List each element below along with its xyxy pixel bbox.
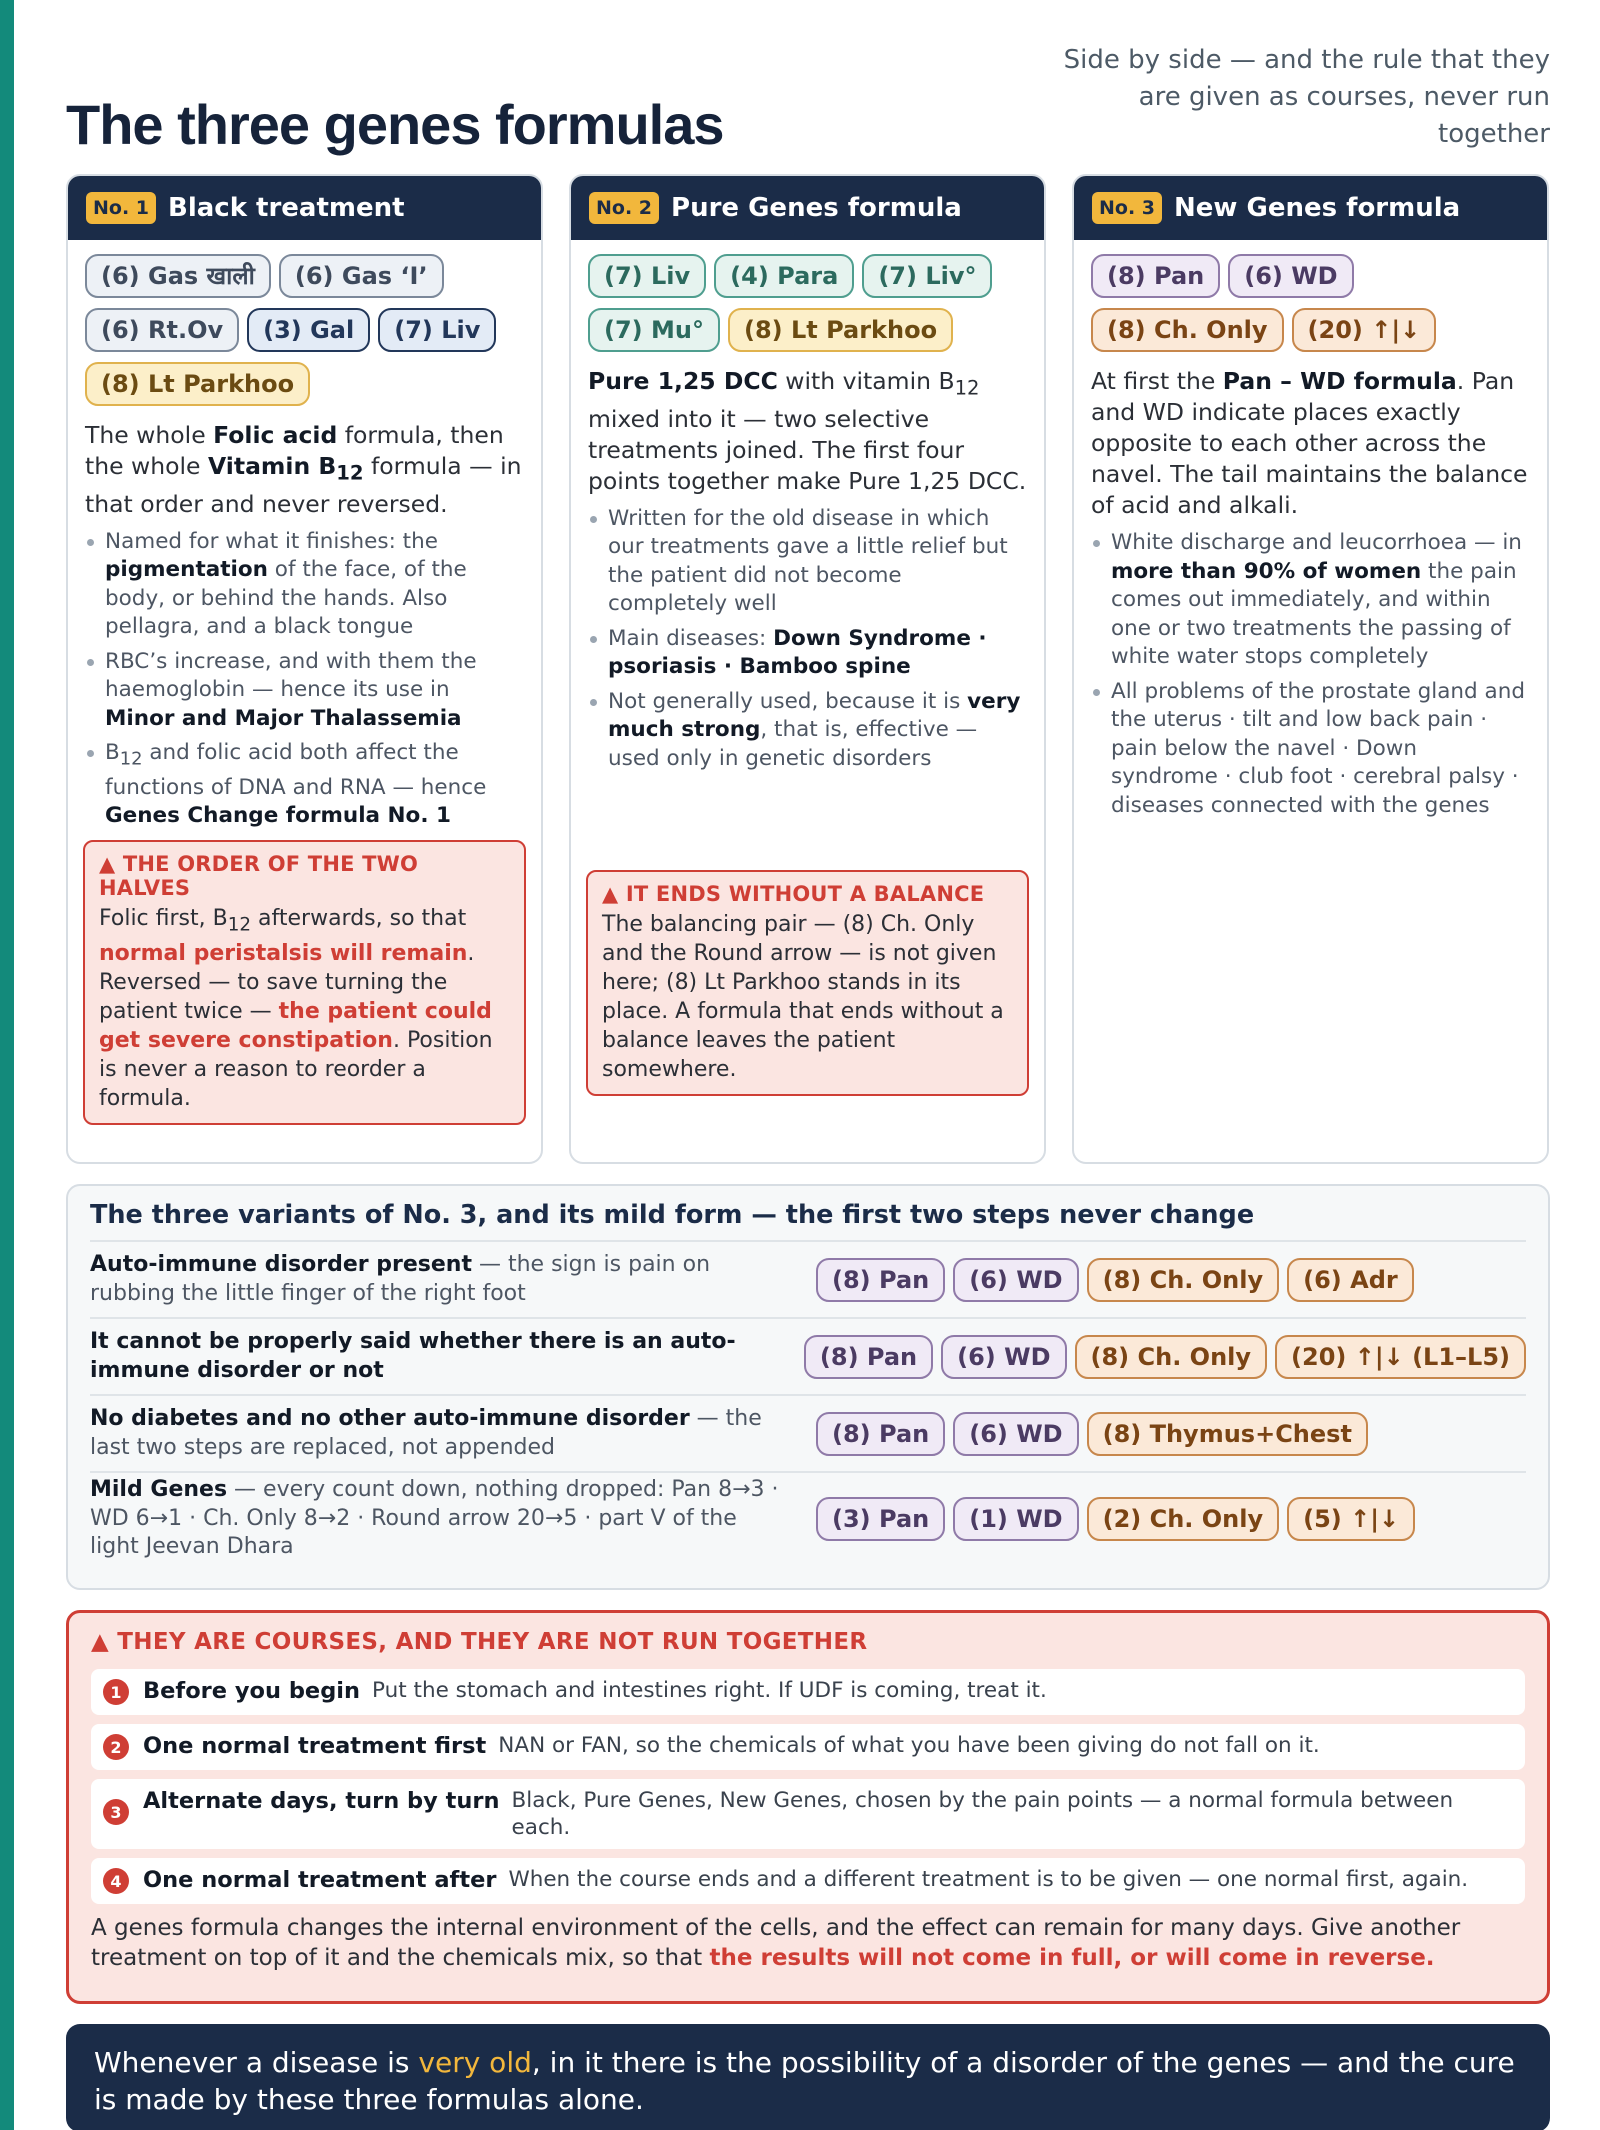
step-number: 4: [103, 1868, 129, 1894]
list-item: Main diseases: Down Syndrome · psoriasis · Bamboo spine: [588, 625, 1027, 682]
warning-title: ▲ THE ORDER OF THE TWO HALVES: [99, 852, 419, 900]
formula-chip: (8) Lt Parkhoo: [85, 362, 310, 406]
formula-chip: (2) Ch. Only: [1087, 1497, 1280, 1541]
step-text: NAN or FAN, so the chemicals of what you have been giving do not fall on it.: [498, 1733, 1320, 1758]
formula-cards: [66, 174, 1550, 1164]
formula-chip: (8) Lt Parkhoo: [728, 308, 953, 352]
course-step: [91, 1858, 1525, 1904]
warning-text: Folic first, $B_{12}$ afterwards, so that normal peristalsis will remain. Reversed — to save turning the patient twice — the patient could get severe constipation. Position is never a reason to reorder a formula.: [99, 906, 493, 1112]
formula-chips: [85, 254, 524, 406]
page: [66, 40, 1550, 2116]
page-subtitle: Side by side — and the rule that they are given as courses, never run together: [1063, 45, 1550, 149]
courses-footer: A genes formula changes the internal environment of the cells, and the effect can remain for many days. Give another treatment on top of it and the chemicals mix, so that the results will not come in full, or will come in reverse.: [91, 1915, 1461, 1971]
number-badge: No. 2: [589, 192, 659, 224]
card-header: [68, 176, 541, 240]
formula-chip: (6) WD: [1228, 254, 1353, 298]
formula-chip: (7) Liv: [588, 254, 706, 298]
formula-chip: (6) Gas ‘I’: [279, 254, 444, 298]
list-item: Written for the old disease in which our treatments gave a little relief but the patient did not become completely well: [588, 505, 1027, 619]
step-text: When the course ends and a different treatment is to be given — one normal first, again.: [508, 1867, 1469, 1892]
warning-title: ▲ IT ENDS WITHOUT A BALANCE: [602, 882, 985, 906]
formula-chip: (6) Gas खाली: [85, 254, 271, 298]
card-title: Black treatment: [168, 193, 405, 223]
variant-description: No diabetes and no other auto-immune disorder — the last two steps are replaced, not appended: [90, 1406, 762, 1460]
summary-banner: Whenever a disease is very old, in it there is the possibility of a disorder of the genes — and the cure is made by these three formulas alone.: [66, 2024, 1550, 2130]
variant-chips: [816, 1258, 1414, 1302]
variant-chips: [804, 1335, 1526, 1379]
courses-title: ▲ THEY ARE COURSES, AND THEY ARE NOT RUN TOGETHER: [91, 1629, 868, 1655]
step-name: Alternate days, turn by turn: [143, 1788, 500, 1814]
left-accent-stripe: [0, 0, 14, 2130]
variant-description: Mild Genes — every count down, nothing dropped: Pan 8→3 · WD 6→1 · Ch. Only 8→2 · Round arrow 20→5 · part V of the light Jeevan Dhara: [90, 1477, 779, 1560]
card-pure-genes: [569, 174, 1046, 1164]
formula-chip: (3) Gal: [247, 308, 370, 352]
warning-box: [586, 870, 1029, 1096]
step-number: 2: [103, 1734, 129, 1760]
list-item: RBC’s increase, and with them the haemoglobin — hence its use in Minor and Major Thalassemia: [85, 648, 524, 734]
formula-chips: [588, 254, 1027, 352]
warning-text: The balancing pair — (8) Ch. Only and the Round arrow — is not given here; (8) Lt Parkhoo stands in its place. A formula that ends without a balance leaves the patient somewhere.: [602, 912, 1004, 1082]
card-header: [571, 176, 1044, 240]
card-intro: Pure 1,25 DCC with vitamin $B_{12}$ mixed into it — two selective treatments joined. The first four points together make Pure 1,25 DCC.: [588, 367, 1027, 495]
card-black-treatment: [66, 174, 543, 1164]
formula-chip: (6) WD: [953, 1258, 1078, 1302]
step-name: Before you begin: [143, 1678, 361, 1704]
course-step: [91, 1669, 1525, 1715]
formula-chip: (6) WD: [953, 1412, 1078, 1456]
formula-chip: (6) Adr: [1287, 1258, 1414, 1302]
variant-row: [90, 1396, 1526, 1473]
formula-chip: (4) Para: [714, 254, 854, 298]
formula-chip: (8) Ch. Only: [1087, 1258, 1280, 1302]
formula-chip: (7) Mu°: [588, 308, 720, 352]
variant-description: It cannot be properly said whether there is an auto-immune disorder or not: [90, 1329, 736, 1383]
formula-chip: (8) Ch. Only: [1075, 1335, 1268, 1379]
card-intro: The whole Folic acid formula, then the whole Vitamin $B_{12}$ formula — in that order and never reversed.: [85, 421, 522, 518]
variants-title: The three variants of No. 3, and its mild form — the first two steps never change: [90, 1200, 1526, 1242]
card-new-genes: [1072, 174, 1549, 1164]
variant-chips: [816, 1497, 1415, 1541]
variant-row: [90, 1473, 1526, 1565]
list-item: Named for what it finishes: the pigmentation of the face, of the body, or behind the hands. Also pellagra, and a black tongue: [85, 528, 524, 642]
header: [66, 40, 1550, 160]
formula-chip: (20) ↑|↓: [1292, 308, 1437, 352]
formula-chip: (8) Ch. Only: [1091, 308, 1284, 352]
formula-chip: (8) Pan: [1091, 254, 1220, 298]
number-badge: No. 3: [1092, 192, 1162, 224]
formula-chip: (5) ↑|↓: [1287, 1497, 1415, 1541]
formula-chips: [1091, 254, 1530, 352]
formula-chip: (8) Thymus+Chest: [1087, 1412, 1368, 1456]
formula-chip: (1) WD: [953, 1497, 1078, 1541]
list-item: All problems of the prostate gland and the uterus · tilt and low back pain · pain below the navel · Down syndrome · club foot · cerebral palsy · diseases connected with the genes: [1091, 678, 1530, 821]
courses-panel: [66, 1610, 1550, 2004]
course-step: [91, 1779, 1525, 1849]
list-item: White discharge and leucorrhoea — in more than 90% of women the pain comes out immediately, and within one or two treatments the passing of white water stops completely: [1091, 529, 1530, 672]
list-item: $B_{12}$ and folic acid both affect the functions of DNA and RNA — hence Genes Change formula No. 1: [85, 739, 524, 831]
formula-chip: (8) Pan: [804, 1335, 933, 1379]
step-number: 3: [103, 1799, 129, 1825]
formula-chip: (20) ↑|↓ (L1–L5): [1275, 1335, 1526, 1379]
card-header: [1074, 176, 1547, 240]
course-step: [91, 1724, 1525, 1770]
formula-chip: (3) Pan: [816, 1497, 945, 1541]
card-title: Pure Genes formula: [671, 193, 962, 223]
variant-chips: [816, 1412, 1368, 1456]
variant-description: Auto-immune disorder present — the sign is pain on rubbing the little finger of the right foot: [90, 1252, 711, 1306]
step-text: Put the stomach and intestines right. If UDF is coming, treat it.: [372, 1678, 1047, 1703]
bullet-list: [85, 528, 524, 831]
number-badge: No. 1: [86, 192, 156, 224]
step-number: 1: [103, 1679, 129, 1705]
bullet-list: [1091, 529, 1530, 820]
variant-row: [90, 1319, 1526, 1396]
formula-chip: (7) Liv°: [862, 254, 992, 298]
formula-chip: (6) WD: [941, 1335, 1066, 1379]
card-title: New Genes formula: [1174, 193, 1461, 223]
formula-chip: (8) Pan: [816, 1258, 945, 1302]
list-item: Not generally used, because it is very much strong, that is, effective — used only in genetic disorders: [588, 688, 1027, 774]
card-intro: At first the Pan – WD formula. Pan and WD indicate places exactly opposite to each other across the navel. The tail maintains the balance of acid and alkali.: [1091, 367, 1528, 519]
variants-panel: [66, 1184, 1550, 1590]
formula-chip: (8) Pan: [816, 1412, 945, 1456]
step-name: One normal treatment after: [143, 1867, 497, 1893]
variant-row: [90, 1242, 1526, 1319]
step-name: One normal treatment first: [143, 1733, 487, 1759]
formula-chip: (7) Liv: [378, 308, 496, 352]
step-text: Black, Pure Genes, New Genes, chosen by the pain points — a normal formula between each.: [511, 1788, 1454, 1840]
formula-chip: (6) Rt.Ov: [85, 308, 239, 352]
warning-box: [83, 840, 526, 1125]
bullet-list: [588, 505, 1027, 774]
page-title: The three genes formulas: [66, 93, 724, 156]
